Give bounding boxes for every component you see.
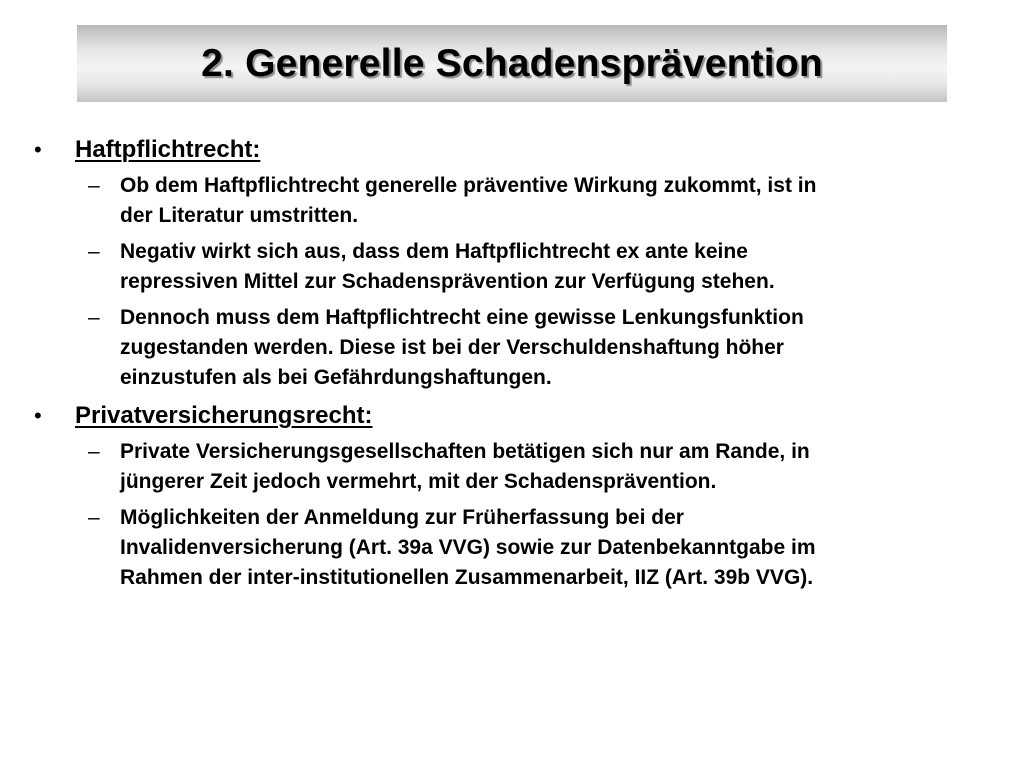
text-line: zugestanden werden. Diese ist bei der Verschuldenshaftung höher xyxy=(120,336,784,359)
text-line: einzustufen als bei Gefährdungshaftungen. xyxy=(120,366,552,389)
title-banner xyxy=(77,25,947,102)
dash-marker: – xyxy=(88,506,100,529)
sub-item xyxy=(0,237,1024,297)
sub-item xyxy=(0,303,1024,393)
dash-marker: – xyxy=(88,306,100,329)
slide-title: 2. Generelle Schadensprävention xyxy=(201,41,823,85)
text-line: Möglichkeiten der Anmeldung zur Früherfassung bei der xyxy=(120,506,684,529)
section-heading: Haftpflichtrecht: xyxy=(75,136,261,163)
bullet-marker: • xyxy=(34,137,42,162)
text-line: Dennoch muss dem Haftpflichtrecht eine gewisse Lenkungsfunktion xyxy=(120,306,804,329)
text-line: Invalidenversicherung (Art. 39a VVG) sowie zur Datenbekanntgabe im xyxy=(120,536,816,559)
sub-item xyxy=(0,437,1024,497)
section-haftpflichtrecht xyxy=(0,133,1024,393)
bullet-marker: • xyxy=(34,403,42,428)
text-line: der Literatur umstritten. xyxy=(120,204,359,227)
dash-marker: – xyxy=(88,240,100,263)
text-line: Private Versicherungsgesellschaften betätigen sich nur am Rande, in xyxy=(120,440,810,463)
section-privatversicherungsrecht xyxy=(0,399,1024,593)
section-heading: Privatversicherungsrecht: xyxy=(75,402,373,429)
dash-marker: – xyxy=(88,174,100,197)
text-line: Ob dem Haftpflichtrecht generelle präventive Wirkung zukommt, ist in xyxy=(120,174,817,197)
sub-item xyxy=(0,171,1024,231)
text-line: Rahmen der inter-institutionellen Zusammenarbeit, IIZ (Art. 39b VVG). xyxy=(120,566,814,589)
sub-item xyxy=(0,503,1024,593)
text-line: jüngerer Zeit jedoch vermehrt, mit der Schadensprävention. xyxy=(120,470,717,493)
dash-marker: – xyxy=(88,440,100,463)
text-line: Negativ wirkt sich aus, dass dem Haftpflichtrecht ex ante keine xyxy=(120,240,748,263)
bullet-item xyxy=(0,399,1024,437)
bullet-item xyxy=(0,133,1024,171)
text-line: repressiven Mittel zur Schadensprävention zur Verfügung stehen. xyxy=(120,270,775,293)
slide-content xyxy=(0,133,1024,599)
